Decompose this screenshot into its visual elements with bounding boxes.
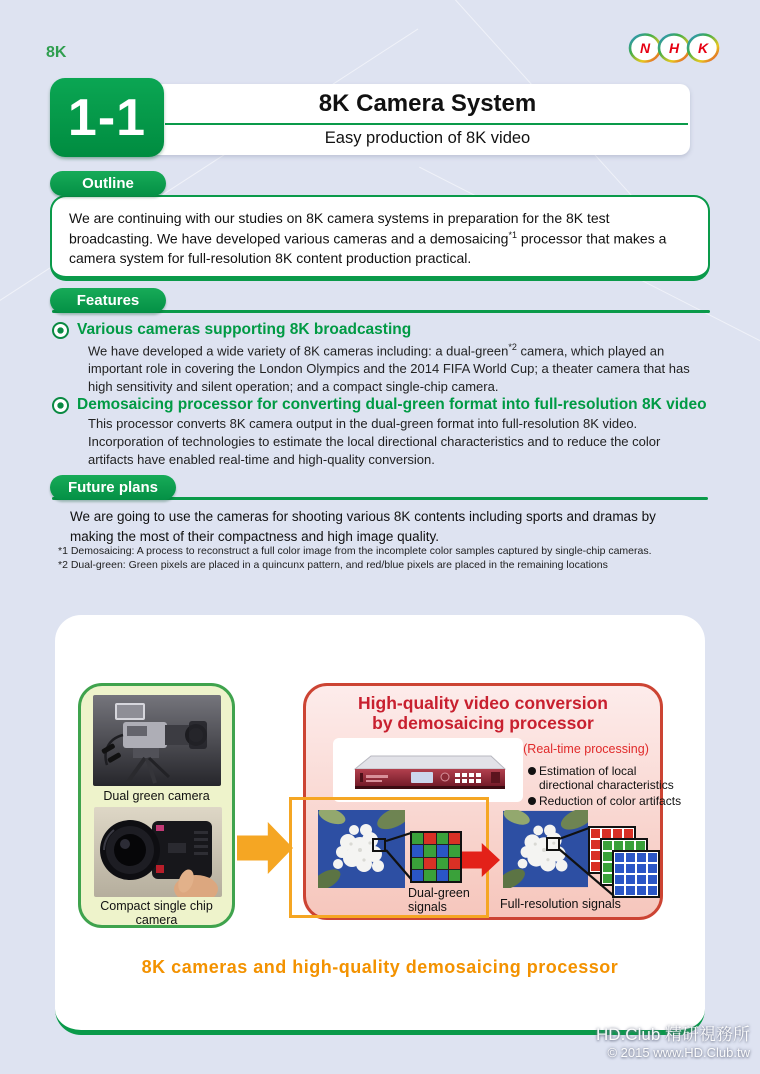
footnote-2: *2 Dual-green: Green pixels are placed in a quincunx pattern, and red/blue pixels are placed in the remaining locations — [58, 559, 608, 571]
processor-bullet-2: Reduction of color artifacts — [528, 794, 699, 808]
dual-green-mosaic — [410, 831, 462, 883]
watermark-line2: © 2015 www.HD.Club.tw — [607, 1045, 750, 1060]
outline-text — [69, 209, 691, 269]
outline-text-part: processor that makes a camera system for full-resolution 8K content production practical. — [69, 230, 667, 267]
flow-arrow-icon — [237, 822, 293, 874]
feature-heading-text: Various cameras supporting 8K broadcasting — [77, 321, 412, 338]
page-corner-label: 8K — [46, 44, 67, 61]
feature-body-part: This processor converts 8K camera output in the dual-green format into full-resolution 8K video. Incorporation of technologies to estimate the local directional characteristics and to reduce the color artifacts have enabled real-time and high-quality conversion. — [88, 416, 661, 467]
future-plans-text: We are going to use the cameras for shooting various 8K contents including sports and dramas by making the most of their compactness and high image quality. — [70, 509, 656, 544]
feature-item-heading — [52, 321, 411, 339]
figure-caption: 8K cameras and high-quality demosaicing processor — [141, 957, 619, 977]
nhk-letter-n: N — [639, 40, 651, 56]
watermark — [596, 1020, 750, 1060]
processor-photo — [333, 738, 523, 802]
dual-green-camera-label: Dual green camera — [103, 789, 210, 803]
compact-camera-label: Compact single chip camera — [100, 899, 213, 928]
header-divider — [165, 123, 688, 125]
page-title: 8K Camera System — [318, 90, 537, 117]
nhk-logo — [628, 30, 722, 66]
outline-text-part: We are continuing with our studies on 8K camera systems in preparation for the 8K test broadcasting. We have developed various cameras and a demosaicing — [69, 210, 610, 247]
source-image-1 — [318, 810, 405, 888]
dual-green-camera-photo — [93, 695, 221, 786]
nhk-letter-h: H — [668, 40, 680, 56]
feature-item-heading — [52, 396, 707, 414]
compact-camera-photo — [94, 807, 222, 897]
processor-title-line1: High-quality video conversion — [358, 693, 608, 713]
outline-box — [50, 195, 710, 281]
watermark-line1: HD.Club 精研視務所 — [596, 1025, 750, 1044]
outline-badge: Outline — [50, 171, 166, 196]
realtime-processing-label: (Real-time processing) — [523, 742, 649, 756]
feature-body-part: We have developed a wide variety of 8K cameras including: a dual-green — [88, 343, 509, 359]
figure-panel — [55, 615, 705, 1035]
footnote-1: *1 Demosaicing: A process to reconstruct a full color image from the incomplete color samples captured by single-chip cameras. — [58, 545, 652, 557]
future-plans-badge: Future plans — [50, 475, 176, 500]
bullet-icon — [52, 322, 69, 339]
cameras-box — [78, 683, 235, 928]
footnote-ref: *1 — [508, 229, 517, 240]
section-number: 1-1 — [50, 78, 164, 157]
feature-item-body — [88, 341, 702, 396]
fullres-layer — [612, 850, 660, 898]
pixel-pick-square-2 — [546, 837, 560, 851]
footnote-ref: *2 — [508, 342, 517, 352]
feature-heading-text: Demosaicing processor for converting dual-green format into full-resolution 8K video — [77, 396, 707, 413]
processor-title-line2: by demosaicing processor — [372, 713, 594, 734]
pixel-pick-square-1 — [372, 838, 386, 852]
nhk-letter-k: K — [697, 40, 709, 56]
bullet-icon — [52, 397, 69, 414]
feature-item-body — [88, 415, 702, 469]
processor-box-title — [306, 693, 660, 733]
dual-green-signals-label: Dual-green signals — [408, 886, 470, 915]
processor-bullet-1: Estimation of local directional characteristics — [528, 764, 679, 793]
page-subtitle: Easy production of 8K video — [324, 129, 531, 147]
features-badge: Features — [50, 288, 166, 313]
full-resolution-signals-label: Full-resolution signals — [500, 897, 621, 911]
feature-body-part: camera, which played an important role in covering the London Olympics and the 2014 FIFA World Cup; a theater camera that has high sensitivity and silent operation; and a compact single-chip camera. — [88, 343, 690, 395]
